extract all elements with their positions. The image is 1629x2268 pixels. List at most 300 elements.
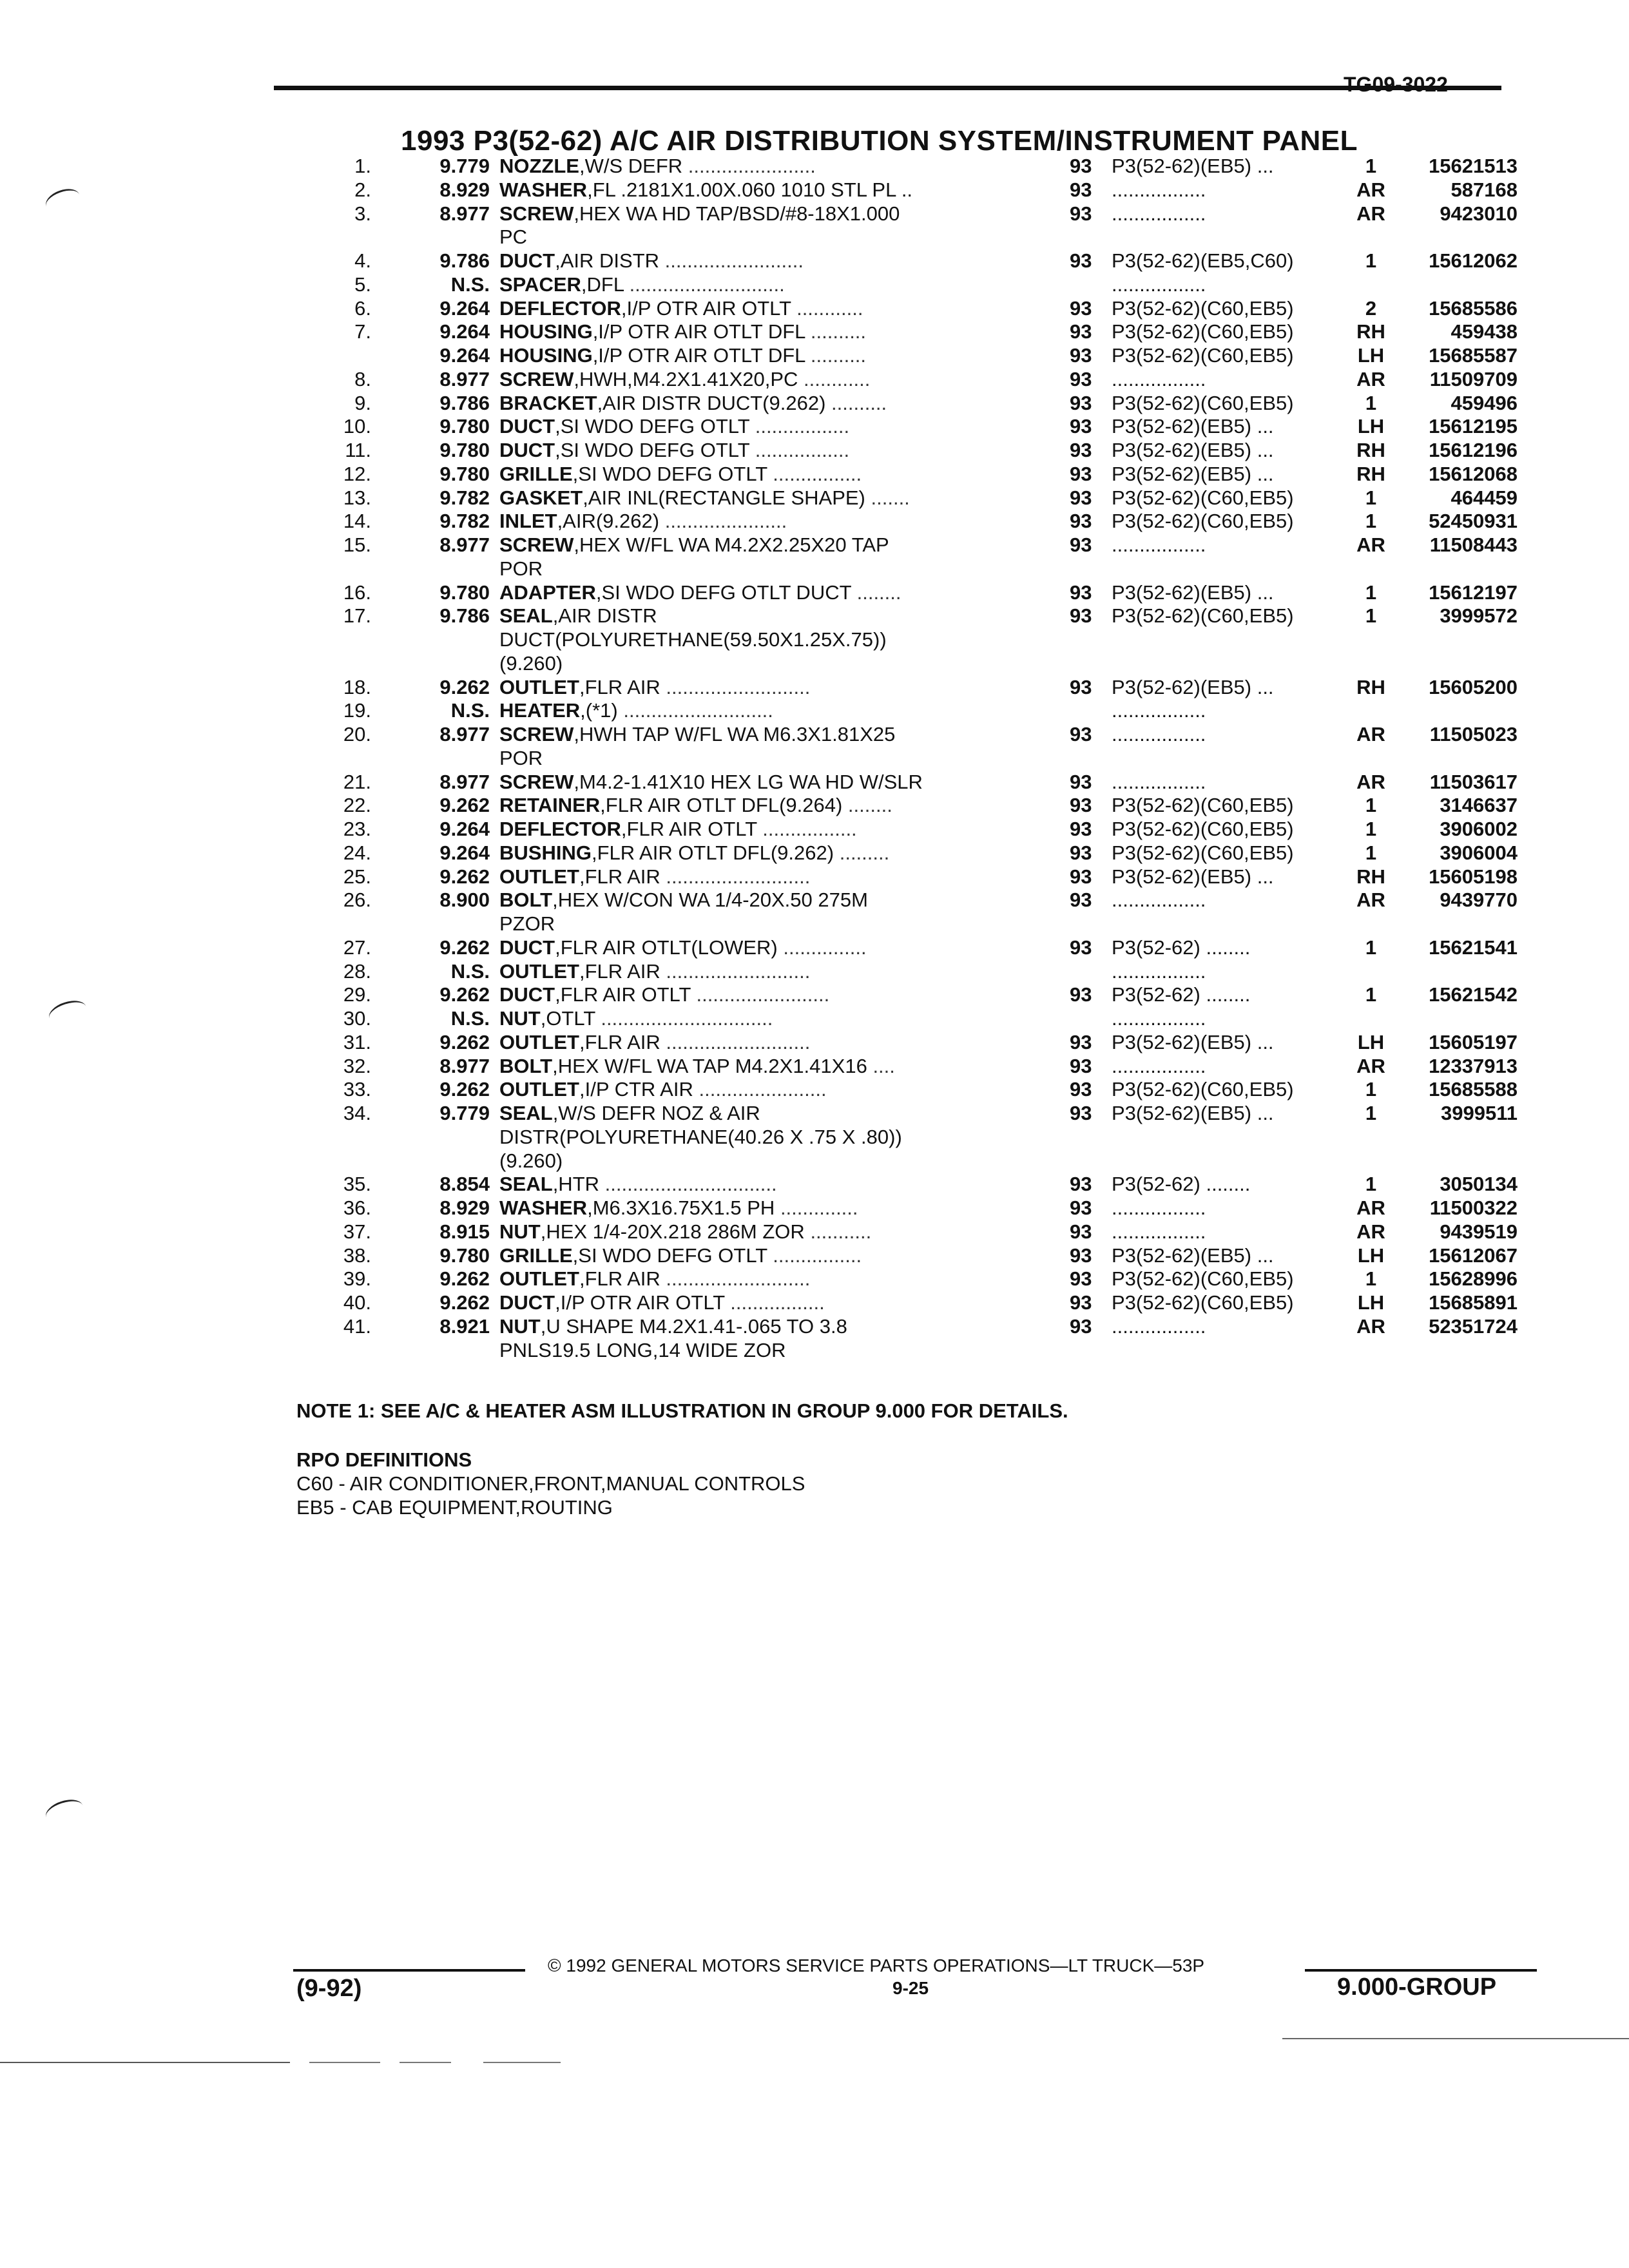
part-number: 9439519: [1440, 1220, 1518, 1243]
part-description: [499, 912, 1015, 936]
part-description: [499, 226, 1015, 249]
part-detail: ,I/P OTR AIR OTLT: [555, 1291, 725, 1314]
group-number: 9.779: [439, 1102, 490, 1124]
item-number: 18.: [343, 675, 371, 698]
scan-line: [309, 2062, 380, 2063]
item-number: 20.: [343, 723, 371, 745]
part-name: DUCT: [499, 1291, 555, 1314]
table-row: [0, 486, 1629, 510]
part-description: [499, 1055, 1015, 1078]
group-number: 8.900: [439, 889, 490, 912]
leader-dots: .................: [755, 415, 850, 438]
model-year: 93: [1070, 1078, 1092, 1101]
part-name: OUTLET: [499, 1078, 579, 1101]
part-detail: PNLS19.5 LONG,14 WIDE ZOR: [499, 1338, 786, 1361]
model-usage: .................: [1112, 1054, 1206, 1077]
table-row: [0, 747, 1629, 771]
part-detail: ,FLR AIR OTLT DFL(9.262): [591, 841, 834, 864]
model-usage: P3(52-62)(C60,EB5): [1112, 486, 1294, 509]
part-detail: ,HWH,M4.2X1.41X20,PC: [574, 367, 798, 390]
part-detail: ,I/P OTR AIR OTLT: [621, 296, 791, 320]
part-detail: ,AIR DISTR DUCT(9.262): [597, 391, 826, 414]
model-usage: P3(52-62)(C60,EB5): [1112, 604, 1294, 628]
group-number: 8.977: [439, 770, 490, 793]
table-row: [0, 249, 1629, 273]
item-number: 15.: [343, 533, 371, 556]
item-number: 27.: [343, 936, 371, 959]
table-row: [0, 652, 1629, 676]
item-number: 25.: [343, 865, 371, 888]
part-number: 52351724: [1429, 1314, 1518, 1338]
leader-dots: ......................: [664, 510, 787, 533]
leader-dots: ................: [773, 462, 862, 485]
item-number: 3.: [354, 202, 371, 225]
part-number: 15612067: [1429, 1244, 1518, 1267]
part-description: [499, 960, 1015, 983]
model-usage: .................: [1112, 178, 1206, 201]
part-description: [499, 392, 1015, 415]
model-year: 93: [1070, 936, 1092, 959]
quantity: 1: [1365, 581, 1377, 604]
part-name: NUT: [499, 1007, 541, 1030]
part-detail: ,W/S DEFR NOZ & AIR: [552, 1102, 760, 1124]
part-description: [499, 1078, 1015, 1101]
quantity: 1: [1365, 510, 1377, 533]
model-year: 93: [1070, 1291, 1092, 1314]
part-detail: ,M6.3X16.75X1.5 PH: [587, 1196, 775, 1219]
model-usage: P3(52-62)(C60,EB5): [1112, 1267, 1294, 1291]
item-number: 24.: [343, 841, 371, 864]
part-description: [499, 368, 1015, 391]
table-row: [0, 818, 1629, 841]
part-name: DUCT: [499, 983, 555, 1006]
part-detail: ,SI WDO DEFG OTLT: [555, 415, 750, 438]
group-number: 9.262: [439, 865, 490, 888]
part-detail: ,FLR AIR: [579, 959, 660, 983]
leader-dots: ........................: [696, 983, 830, 1006]
model-usage: P3(52-62) ........: [1112, 936, 1251, 959]
part-number: 15685891: [1429, 1291, 1518, 1314]
group-number: 9.780: [439, 581, 490, 604]
quantity: RH: [1356, 675, 1385, 698]
part-description: [499, 1126, 1015, 1149]
leader-dots: ..........................: [666, 1030, 811, 1053]
leader-dots: .......: [871, 486, 910, 509]
model-usage: P3(52-62)(EB5) ...: [1112, 1030, 1274, 1053]
model-year: 93: [1070, 1196, 1092, 1219]
model-usage: P3(52-62)(C60,EB5): [1112, 510, 1294, 533]
table-row: [0, 1244, 1629, 1268]
part-name: NUT: [499, 1220, 541, 1243]
leader-dots: ................: [773, 1244, 862, 1267]
part-detail: ,W/S DEFR: [579, 155, 683, 177]
part-name: OUTLET: [499, 1030, 579, 1053]
part-number: 3050134: [1440, 1173, 1518, 1196]
quantity: AR: [1356, 533, 1385, 556]
item-number: 17.: [343, 604, 371, 628]
table-row: [0, 439, 1629, 463]
part-detail: ,FLR AIR: [579, 1267, 660, 1291]
group-number: 9.264: [439, 841, 490, 864]
table-row: [0, 1149, 1629, 1173]
part-detail: ,FLR AIR: [579, 675, 660, 698]
table-row: [0, 226, 1629, 249]
group-number: 8.977: [439, 202, 490, 225]
table-row: [0, 581, 1629, 605]
table-row: [0, 557, 1629, 581]
quantity: AR: [1356, 770, 1385, 793]
model-year: 93: [1070, 1267, 1092, 1291]
model-usage: .................: [1112, 533, 1206, 556]
item-number: 28.: [343, 959, 371, 983]
part-name: OUTLET: [499, 959, 579, 983]
quantity: 1: [1365, 794, 1377, 817]
leader-dots: .................: [730, 1291, 825, 1314]
quantity: 1: [1365, 841, 1377, 864]
part-number: 15612195: [1429, 415, 1518, 438]
group-number: N.S.: [450, 699, 490, 722]
model-usage: P3(52-62)(C60,EB5): [1112, 1078, 1294, 1101]
group-number: 9.262: [439, 794, 490, 817]
model-usage: P3(52-62)(EB5) ...: [1112, 675, 1274, 698]
parts-list: [0, 155, 1629, 1362]
model-usage: P3(52-62)(C60,EB5): [1112, 794, 1294, 817]
leader-dots: ............: [804, 367, 871, 390]
part-detail: ,M4.2-1.41X10 HEX LG WA HD W/SLR: [574, 770, 923, 793]
rpo-definition-c60: C60 - AIR CONDITIONER,FRONT,MANUAL CONTROLS: [296, 1472, 805, 1495]
part-name: GASKET: [499, 486, 583, 509]
page-title: 1993 P3(52-62) A/C AIR DISTRIBUTION SYSTEM/INSTRUMENT PANEL: [401, 125, 1358, 157]
group-number: 9.262: [439, 936, 490, 959]
quantity: AR: [1356, 1196, 1385, 1219]
quantity: 2: [1365, 296, 1377, 320]
model-year: 93: [1070, 296, 1092, 320]
model-usage: P3(52-62)(C60,EB5): [1112, 818, 1294, 840]
part-description: [499, 273, 1015, 296]
part-description: [499, 557, 1015, 581]
table-row: [0, 723, 1629, 747]
part-number: 3999511: [1441, 1102, 1518, 1124]
part-description: [499, 581, 1015, 604]
quantity: LH: [1357, 344, 1385, 367]
group-number: 9.264: [439, 818, 490, 840]
part-detail: ,FL .2181X1.00X.060 1010 STL PL ..: [587, 178, 913, 201]
item-number: 4.: [354, 249, 371, 272]
part-description: [499, 1031, 1015, 1054]
group-number: 8.915: [439, 1220, 490, 1243]
part-number: 11509709: [1429, 367, 1518, 390]
item-number: 21.: [343, 770, 371, 793]
part-number: 9423010: [1440, 202, 1518, 225]
quantity: RH: [1356, 865, 1385, 888]
part-detail: DISTR(POLYURETHANE(40.26 X .75 X .80)): [499, 1125, 902, 1148]
model-usage: P3(52-62)(C60,EB5): [1112, 841, 1294, 864]
part-number: 15621542: [1429, 983, 1518, 1006]
group-number: N.S.: [450, 1007, 490, 1030]
item-number: 37.: [343, 1220, 371, 1243]
footer-rule-right: [1305, 1969, 1537, 1972]
part-description: [499, 510, 1015, 533]
item-number: 29.: [343, 983, 371, 1006]
table-row: [0, 960, 1629, 984]
group-number: N.S.: [450, 959, 490, 983]
group-number: 8.854: [439, 1173, 490, 1196]
model-usage: .................: [1112, 1220, 1206, 1243]
group-number: N.S.: [450, 273, 490, 296]
part-description: [499, 439, 1015, 462]
part-number: 11503617: [1429, 770, 1518, 793]
quantity: LH: [1357, 1244, 1385, 1267]
quantity: 1: [1365, 1102, 1377, 1124]
group-number: 9.782: [439, 486, 490, 509]
table-row: [0, 344, 1629, 368]
item-number: 34.: [343, 1102, 371, 1124]
part-description: [499, 415, 1015, 438]
part-description: [499, 155, 1015, 178]
leader-dots: ...............: [783, 936, 867, 959]
part-name: INLET: [499, 510, 557, 533]
model-usage: .................: [1112, 889, 1206, 912]
model-year: 93: [1070, 415, 1092, 438]
quantity: 1: [1365, 604, 1377, 628]
part-description: [499, 463, 1015, 486]
leader-dots: .........................: [664, 249, 804, 272]
part-name: NUT: [499, 1314, 541, 1338]
table-row: [0, 841, 1629, 865]
quantity: 1: [1365, 1267, 1377, 1291]
group-number: 9.786: [439, 604, 490, 628]
part-number: 3906004: [1440, 841, 1518, 864]
item-number: 16.: [343, 581, 371, 604]
leader-dots: .......................: [688, 155, 816, 177]
part-description: [499, 628, 1015, 651]
part-detail: ,AIR DISTR: [555, 249, 660, 272]
part-description: [499, 1291, 1015, 1314]
item-number: 33.: [343, 1078, 371, 1101]
model-year: 93: [1070, 344, 1092, 367]
part-description: [499, 1173, 1015, 1196]
group-number: 9.780: [439, 439, 490, 461]
table-row: [0, 510, 1629, 533]
model-year: 93: [1070, 581, 1092, 604]
model-year: 93: [1070, 865, 1092, 888]
model-usage: P3(52-62)(EB5) ...: [1112, 581, 1274, 604]
group-number: 9.779: [439, 155, 490, 177]
quantity: 1: [1365, 486, 1377, 509]
model-usage: P3(52-62)(EB5) ...: [1112, 462, 1274, 485]
model-usage: .................: [1112, 959, 1206, 983]
quantity: 1: [1365, 936, 1377, 959]
part-name: OUTLET: [499, 865, 579, 888]
leader-dots: .................: [755, 439, 850, 461]
leader-dots: ........: [856, 581, 901, 604]
table-row: [0, 320, 1629, 344]
part-description: [499, 936, 1015, 959]
part-number: 15612062: [1429, 249, 1518, 272]
group-number: 9.262: [439, 1030, 490, 1053]
part-description: [499, 178, 1015, 202]
part-detail: (9.260): [499, 651, 563, 675]
leader-dots: ...............................: [604, 1173, 777, 1196]
part-detail: ,(*1): [580, 699, 618, 722]
leader-dots: ..............: [780, 1196, 858, 1219]
group-number: 8.977: [439, 533, 490, 556]
part-number: 15621513: [1429, 155, 1518, 177]
table-row: [0, 273, 1629, 297]
model-usage: .................: [1112, 699, 1206, 722]
group-number: 9.262: [439, 983, 490, 1006]
quantity: AR: [1356, 889, 1385, 912]
model-year: 93: [1070, 533, 1092, 556]
model-year: 93: [1070, 818, 1092, 840]
part-detail: ,HEX WA HD TAP/BSD/#8-18X1.000: [574, 202, 900, 225]
part-number: 12337913: [1429, 1054, 1518, 1077]
part-detail: ,FLR AIR: [579, 865, 660, 888]
part-description: [499, 297, 1015, 320]
part-name: SCREW: [499, 367, 574, 390]
part-name: BRACKET: [499, 391, 597, 414]
quantity: 1: [1365, 391, 1377, 414]
part-number: 459438: [1451, 320, 1518, 343]
part-name: OUTLET: [499, 675, 579, 698]
group-number: 9.782: [439, 510, 490, 533]
part-detail: POR: [499, 746, 543, 769]
part-name: DUCT: [499, 439, 555, 461]
item-number: 31.: [343, 1030, 371, 1053]
leader-dots: .........: [839, 841, 890, 864]
group-number: 9.780: [439, 415, 490, 438]
model-usage: .................: [1112, 770, 1206, 793]
model-usage: P3(52-62)(C60,EB5): [1112, 1291, 1294, 1314]
item-number: 22.: [343, 794, 371, 817]
part-detail: ,HEX W/FL WA M4.2X2.25X20 TAP: [574, 533, 889, 556]
model-usage: P3(52-62)(EB5) ...: [1112, 865, 1274, 888]
group-number: 9.780: [439, 1244, 490, 1267]
model-year: 93: [1070, 202, 1092, 225]
part-description: [499, 723, 1015, 746]
table-row: [0, 676, 1629, 700]
part-name: HOUSING: [499, 320, 593, 343]
table-row: [0, 865, 1629, 889]
part-name: RETAINER: [499, 794, 601, 817]
part-number: 15685588: [1429, 1078, 1518, 1101]
item-number: 32.: [343, 1054, 371, 1077]
leader-dots: ..........: [810, 320, 867, 343]
leader-dots: ...........................: [623, 699, 773, 722]
part-detail: ,FLR AIR OTLT: [555, 983, 691, 1006]
part-description: [499, 865, 1015, 889]
part-description: [499, 486, 1015, 510]
quantity: LH: [1357, 415, 1385, 438]
part-description: [499, 1149, 1015, 1173]
quantity: RH: [1356, 320, 1385, 343]
footer-rule-left: [293, 1969, 525, 1972]
item-number: 23.: [343, 818, 371, 840]
table-row: [0, 699, 1629, 723]
part-name: HEATER: [499, 699, 581, 722]
part-name: SCREW: [499, 723, 574, 745]
quantity: LH: [1357, 1291, 1385, 1314]
part-number: 9439770: [1440, 889, 1518, 912]
part-detail: ,SI WDO DEFG OTLT: [572, 462, 767, 485]
part-detail: DUCT(POLYURETHANE(59.50X1.25X.75)): [499, 628, 887, 651]
model-year: 93: [1070, 1220, 1092, 1243]
table-row: [0, 1173, 1629, 1196]
table-row: [0, 771, 1629, 794]
table-row: [0, 1078, 1629, 1102]
model-year: 93: [1070, 1054, 1092, 1077]
part-name: DUCT: [499, 415, 555, 438]
group-number: 9.262: [439, 1291, 490, 1314]
quantity: AR: [1356, 1054, 1385, 1077]
part-name: BOLT: [499, 889, 553, 912]
part-name: BOLT: [499, 1054, 553, 1077]
footer-page-number: 9-25: [892, 1978, 929, 1998]
model-usage: P3(52-62)(C60,EB5): [1112, 320, 1294, 343]
table-row: [0, 533, 1629, 557]
part-detail: ,OTLT: [540, 1007, 595, 1030]
part-number: 587168: [1451, 178, 1518, 201]
item-number: 5.: [354, 273, 371, 296]
item-number: 6.: [354, 296, 371, 320]
table-row: [0, 202, 1629, 226]
model-year: 93: [1070, 841, 1092, 864]
part-description: [499, 1315, 1015, 1338]
model-year: 93: [1070, 794, 1092, 817]
group-number: 9.264: [439, 344, 490, 367]
part-name: OUTLET: [499, 1267, 579, 1291]
item-number: 30.: [343, 1007, 371, 1030]
part-detail: ,SI WDO DEFG OTLT: [572, 1244, 767, 1267]
model-year: 93: [1070, 391, 1092, 414]
part-number: 464459: [1451, 486, 1518, 509]
part-name: HOUSING: [499, 344, 593, 367]
part-number: 15628996: [1429, 1267, 1518, 1291]
part-name: WASHER: [499, 1196, 588, 1219]
part-description: [499, 320, 1015, 343]
table-row: [0, 604, 1629, 628]
model-usage: .................: [1112, 1196, 1206, 1219]
part-description: [499, 699, 1015, 722]
part-name: GRILLE: [499, 1244, 573, 1267]
part-name: GRILLE: [499, 462, 573, 485]
model-usage: .................: [1112, 1007, 1206, 1030]
model-year: 93: [1070, 462, 1092, 485]
item-number: 13.: [343, 486, 371, 509]
item-number: 7.: [354, 320, 371, 343]
part-description: [499, 889, 1015, 912]
part-detail: ,HEX W/CON WA 1/4-20X.50 275M: [552, 889, 868, 912]
part-number: 3146637: [1440, 794, 1518, 817]
model-usage: P3(52-62)(EB5,C60): [1112, 249, 1294, 272]
model-usage: P3(52-62) ........: [1112, 1173, 1251, 1196]
group-number: 9.264: [439, 320, 490, 343]
table-row: [0, 178, 1629, 202]
model-usage: .................: [1112, 273, 1206, 296]
model-usage: P3(52-62) ........: [1112, 983, 1251, 1006]
part-number: 459496: [1451, 391, 1518, 414]
table-row: [0, 794, 1629, 818]
footer-copyright: © 1992 GENERAL MOTORS SERVICE PARTS OPERATIONS—LT TRUCK—53P: [548, 1956, 1205, 1975]
item-number: 1.: [354, 155, 371, 177]
part-description: [499, 1102, 1015, 1125]
model-usage: P3(52-62)(C60,EB5): [1112, 296, 1294, 320]
leader-dots: .......................: [699, 1078, 827, 1101]
table-row: [0, 628, 1629, 652]
rpo-heading: RPO DEFINITIONS: [296, 1448, 472, 1471]
part-description: [499, 1196, 1015, 1220]
part-name: DUCT: [499, 936, 555, 959]
